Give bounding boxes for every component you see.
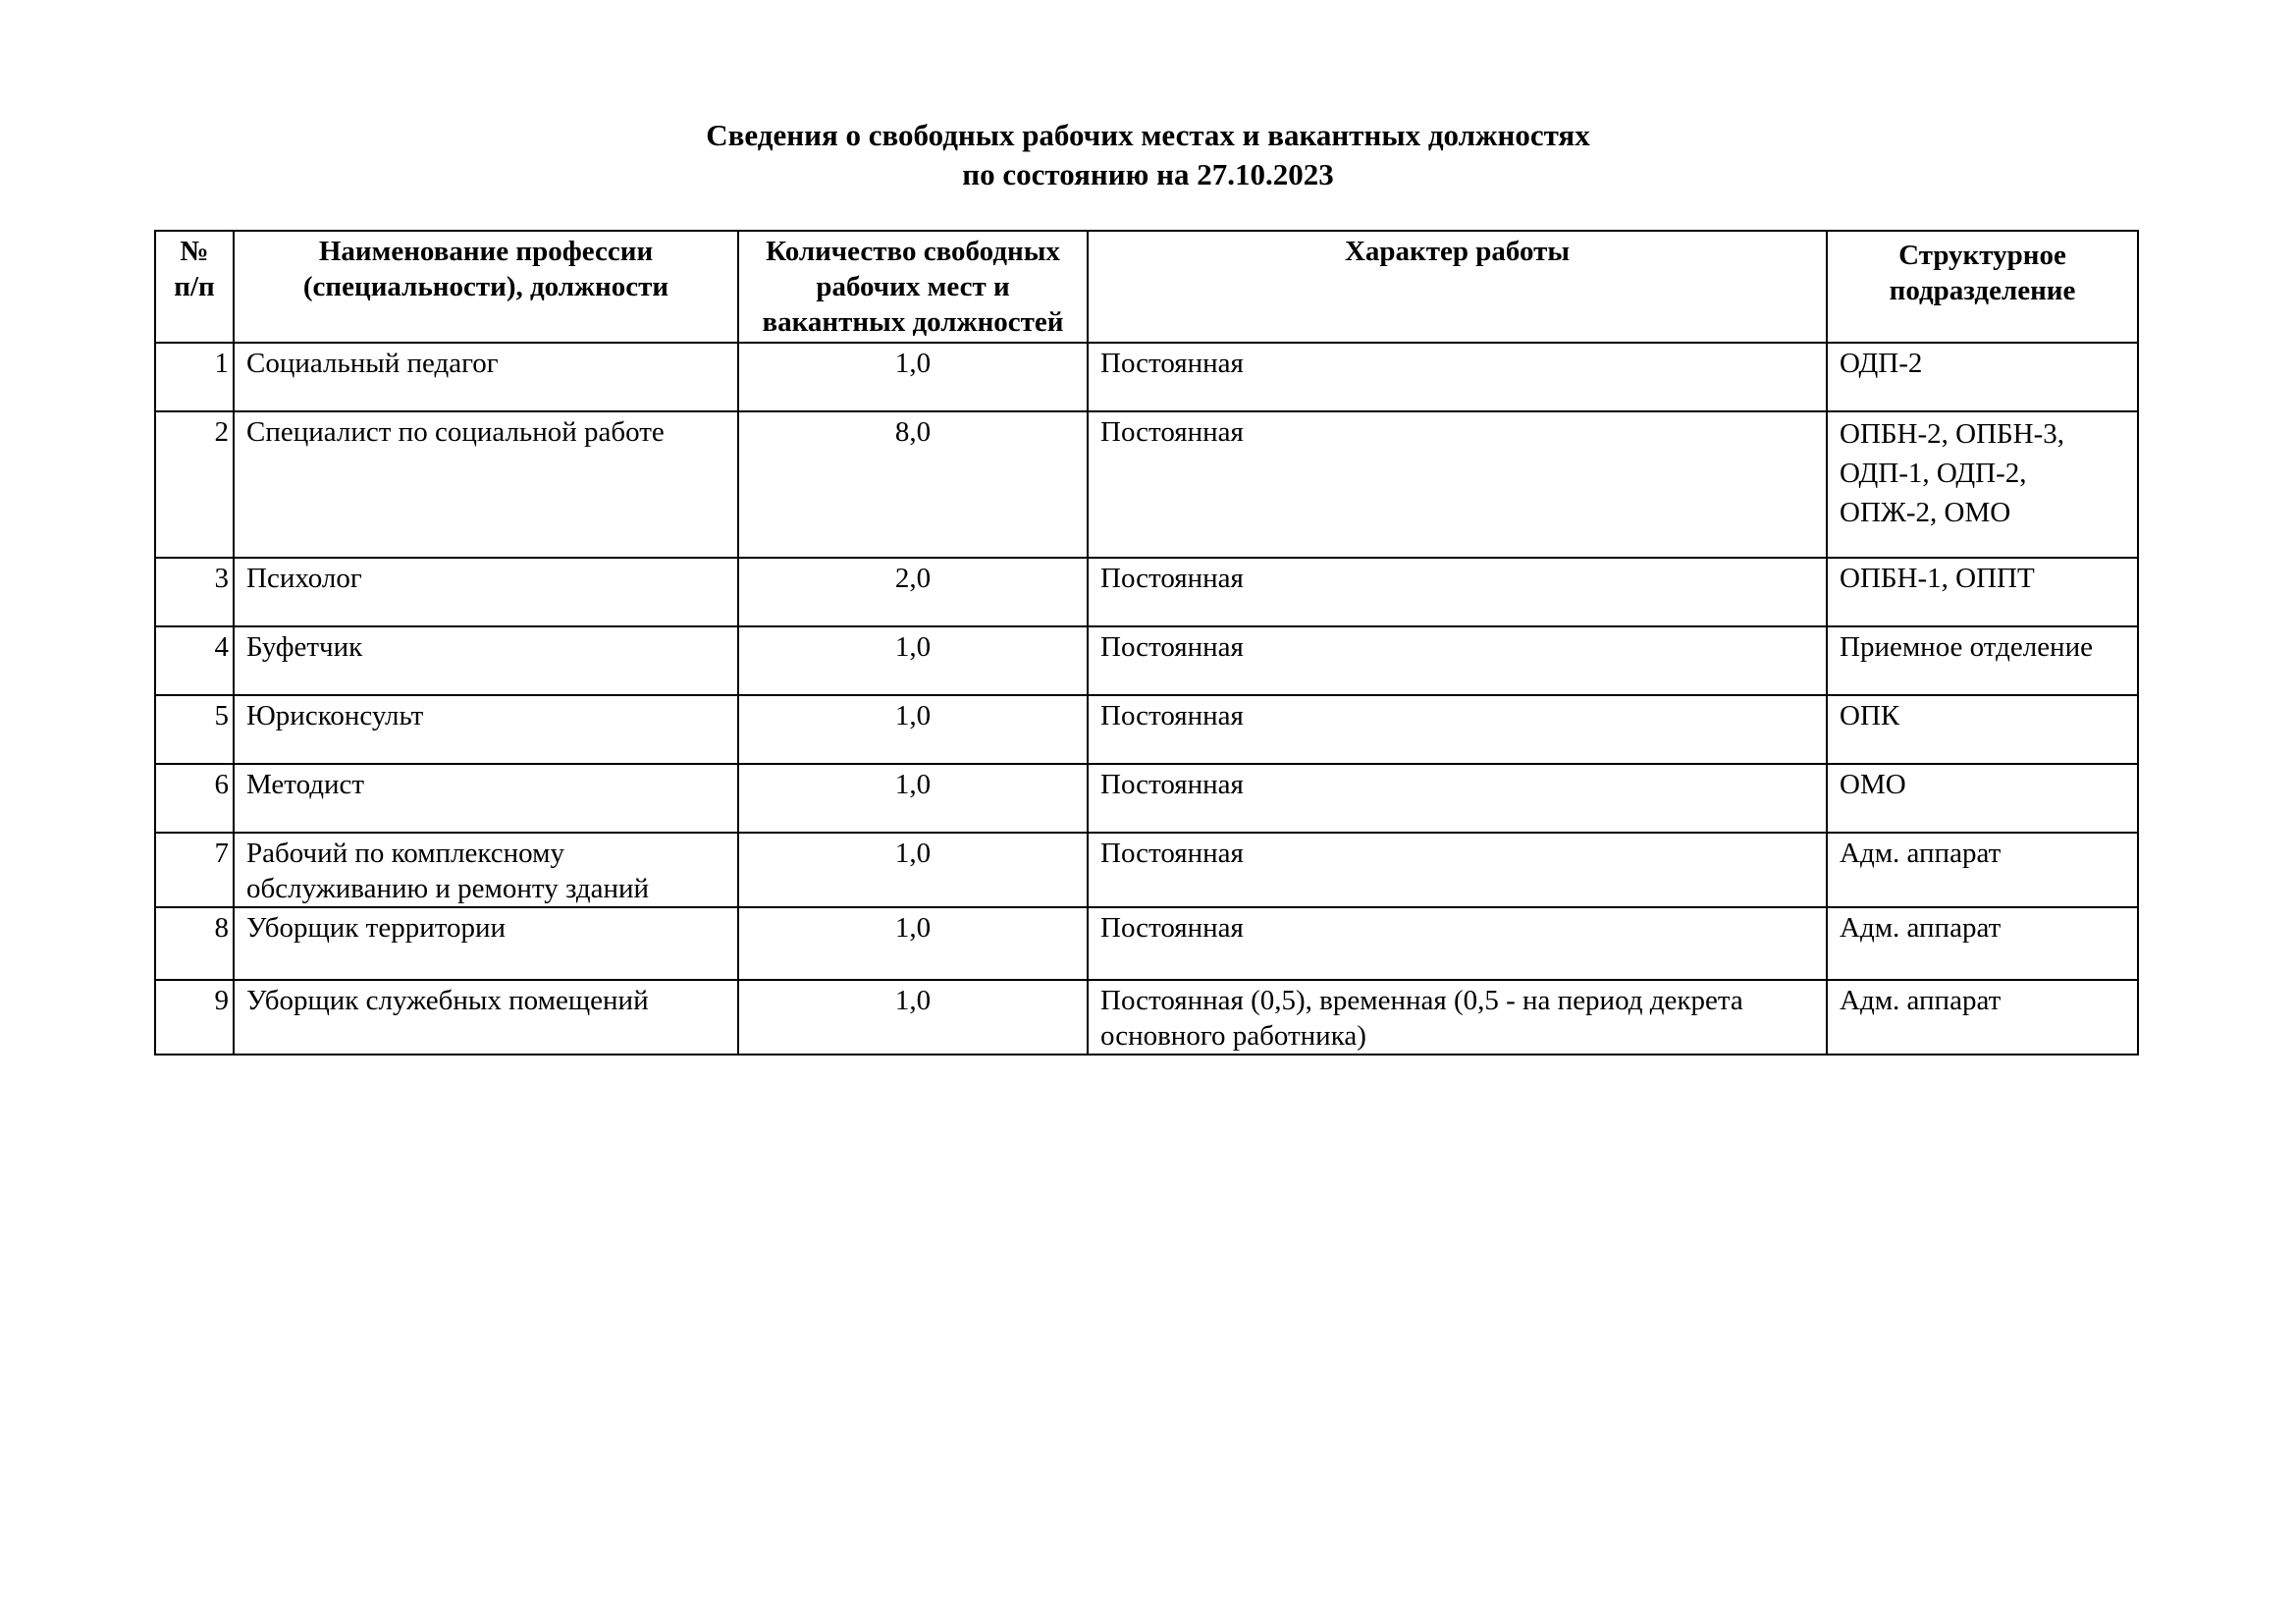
cell-char: Постоянная (0,5), временная (0,5 - на период декрета основного работника) bbox=[1088, 980, 1827, 1055]
header-num: № п/п bbox=[155, 231, 234, 343]
cell-qty: 1,0 bbox=[738, 907, 1088, 980]
table-row bbox=[155, 558, 2138, 626]
header-name: Наименование профессии (специальности), должности bbox=[234, 231, 738, 343]
cell-char: Постоянная bbox=[1088, 411, 1827, 558]
cell-num: 8 bbox=[155, 907, 234, 980]
vacancies-table bbox=[154, 230, 2139, 1056]
cell-unit: Адм. аппарат bbox=[1827, 907, 2138, 980]
cell-name: Уборщик служебных помещений bbox=[234, 980, 738, 1055]
table-header-row bbox=[155, 231, 2138, 343]
table-row bbox=[155, 626, 2138, 695]
table-row bbox=[155, 764, 2138, 833]
cell-num: 7 bbox=[155, 833, 234, 907]
cell-name: Методист bbox=[234, 764, 738, 833]
header-unit: Структурное подразделение bbox=[1827, 231, 2138, 343]
cell-qty: 1,0 bbox=[738, 764, 1088, 833]
cell-unit: ОПБН-2, ОПБН-3, ОДП-1, ОДП-2, ОПЖ-2, ОМО bbox=[1827, 411, 2138, 558]
table-row bbox=[155, 695, 2138, 764]
cell-num: 4 bbox=[155, 626, 234, 695]
cell-num: 3 bbox=[155, 558, 234, 626]
cell-name: Специалист по социальной работе bbox=[234, 411, 738, 558]
cell-qty: 2,0 bbox=[738, 558, 1088, 626]
cell-name: Социальный педагог bbox=[234, 343, 738, 411]
table-row bbox=[155, 411, 2138, 558]
cell-unit: Приемное отделение bbox=[1827, 626, 2138, 695]
cell-unit: Адм. аппарат bbox=[1827, 980, 2138, 1055]
cell-qty: 1,0 bbox=[738, 626, 1088, 695]
cell-char: Постоянная bbox=[1088, 558, 1827, 626]
title-line-1: Сведения о свободных рабочих местах и вакантных должностях bbox=[706, 118, 1590, 152]
cell-unit: ОПБН-1, ОППТ bbox=[1827, 558, 2138, 626]
table-row bbox=[155, 833, 2138, 907]
cell-name: Рабочий по комплексному обслуживанию и ремонту зданий bbox=[234, 833, 738, 907]
cell-char: Постоянная bbox=[1088, 764, 1827, 833]
cell-char: Постоянная bbox=[1088, 695, 1827, 764]
cell-num: 2 bbox=[155, 411, 234, 558]
document-title bbox=[0, 116, 2296, 194]
cell-num: 1 bbox=[155, 343, 234, 411]
cell-char: Постоянная bbox=[1088, 343, 1827, 411]
title-line-2: по состоянию на 27.10.2023 bbox=[962, 157, 1334, 191]
cell-unit: ОДП-2 bbox=[1827, 343, 2138, 411]
header-qty: Количество свободных рабочих мест и вакантных должностей bbox=[738, 231, 1088, 343]
cell-name: Психолог bbox=[234, 558, 738, 626]
table-row bbox=[155, 907, 2138, 980]
cell-char: Постоянная bbox=[1088, 626, 1827, 695]
cell-qty: 1,0 bbox=[738, 833, 1088, 907]
header-char: Характер работы bbox=[1088, 231, 1827, 343]
cell-name: Юрисконсульт bbox=[234, 695, 738, 764]
cell-name: Буфетчик bbox=[234, 626, 738, 695]
cell-num: 6 bbox=[155, 764, 234, 833]
cell-num: 9 bbox=[155, 980, 234, 1055]
cell-char: Постоянная bbox=[1088, 907, 1827, 980]
cell-char: Постоянная bbox=[1088, 833, 1827, 907]
cell-unit: Адм. аппарат bbox=[1827, 833, 2138, 907]
table-row bbox=[155, 980, 2138, 1055]
cell-unit: ОПК bbox=[1827, 695, 2138, 764]
cell-qty: 1,0 bbox=[738, 343, 1088, 411]
cell-num: 5 bbox=[155, 695, 234, 764]
cell-qty: 8,0 bbox=[738, 411, 1088, 558]
cell-name: Уборщик территории bbox=[234, 907, 738, 980]
cell-qty: 1,0 bbox=[738, 695, 1088, 764]
cell-qty: 1,0 bbox=[738, 980, 1088, 1055]
table-row bbox=[155, 343, 2138, 411]
cell-unit: ОМО bbox=[1827, 764, 2138, 833]
